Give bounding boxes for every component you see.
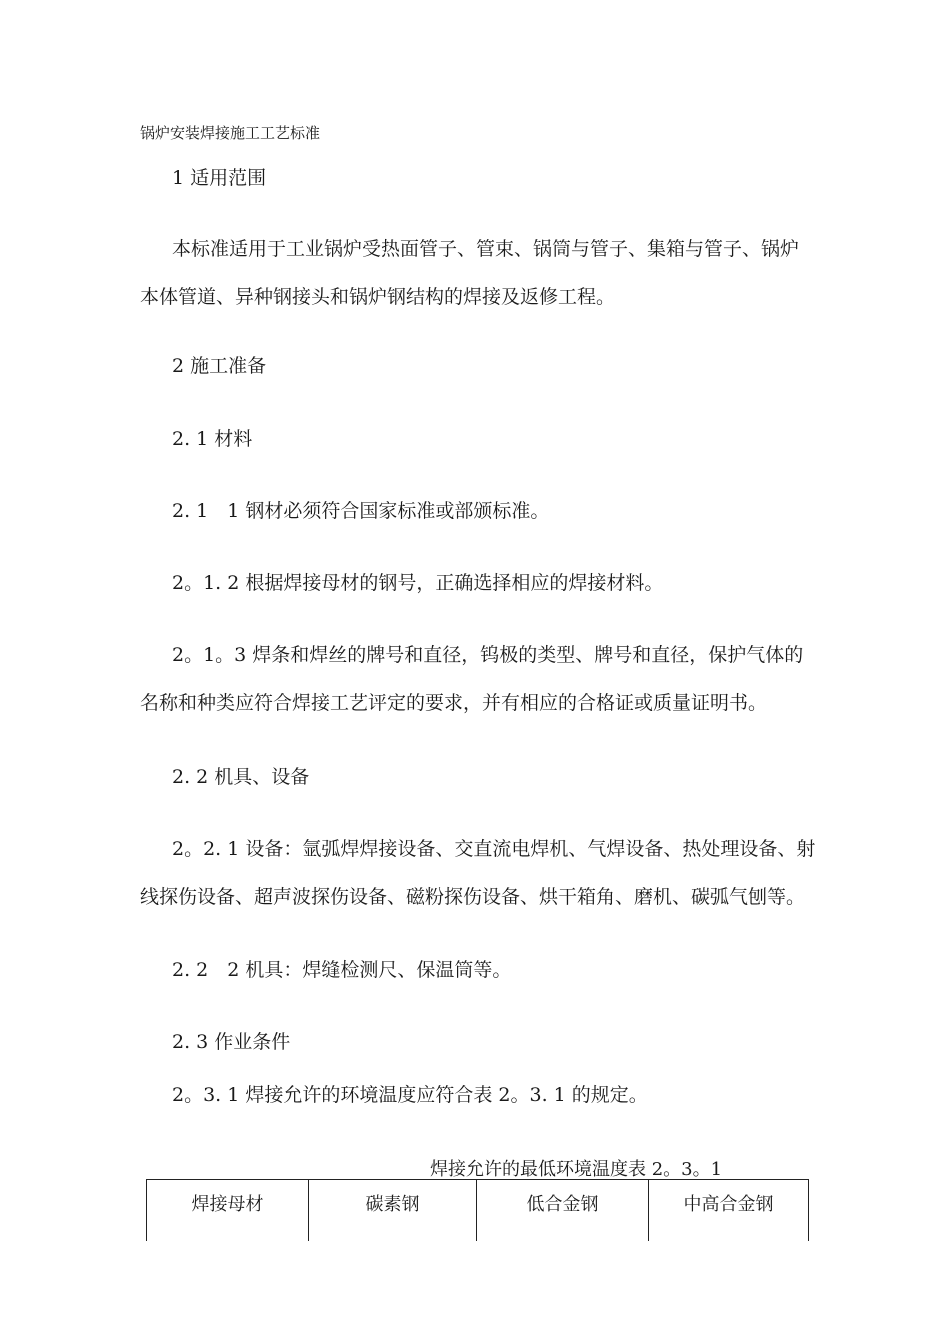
section-2-1-3-line-1: 2。1。3 焊条和焊丝的牌号和直径，钨极的类型、牌号和直径，保护气体的 xyxy=(172,644,804,666)
section-2-1-heading: 2. 1 材料 xyxy=(172,428,253,450)
section-2-2-heading: 2. 2 机具、设备 xyxy=(172,766,310,788)
section-1-paragraph-line-2: 本体管道、异种钢接头和锅炉钢结构的焊接及返修工程。 xyxy=(140,286,616,308)
section-2-2-2: 2. 2 2 机具：焊缝检测尺、保温筒等。 xyxy=(172,959,512,981)
section-2-2-1-line-1: 2。2. 1 设备：氩弧焊焊接设备、交直流电焊机、气焊设备、热处理设备、射 xyxy=(172,838,816,860)
section-2-2-1-line-2: 线探伤设备、超声波探伤设备、磁粉探伤设备、烘干箱角、磨机、碳弧气刨等。 xyxy=(140,886,806,908)
document-title: 锅炉安装焊接施工工艺标准 xyxy=(140,124,321,142)
temperature-table xyxy=(146,1179,809,1241)
section-2-1-2: 2。1. 2 根据焊接母材的钢号，正确选择相应的焊接材料。 xyxy=(172,572,664,594)
table-header-cell: 碳素钢 xyxy=(309,1180,477,1242)
section-2-3-heading: 2. 3 作业条件 xyxy=(172,1031,291,1053)
section-1-paragraph-line-1: 本标准适用于工业锅炉受热面管子、管束、锅筒与管子、集箱与管子、锅炉 xyxy=(172,238,800,260)
table-header-cell: 中高合金钢 xyxy=(649,1180,809,1242)
section-2-1-1: 2. 1 1 钢材必须符合国家标准或部颁标准。 xyxy=(172,500,550,522)
table-caption: 焊接允许的最低环境温度表 2。3。1 xyxy=(430,1159,723,1180)
section-2-heading: 2 施工准备 xyxy=(172,355,267,377)
section-2-3-1: 2。3. 1 焊接允许的环境温度应符合表 2。3. 1 的规定。 xyxy=(172,1084,648,1106)
section-2-1-3-line-2: 名称和种类应符合焊接工艺评定的要求，并有相应的合格证或质量证明书。 xyxy=(140,692,768,714)
table-header-cell: 低合金钢 xyxy=(477,1180,649,1242)
table-header-cell: 焊接母材 xyxy=(147,1180,309,1242)
section-1-heading: 1 适用范围 xyxy=(172,167,267,189)
table-header-row xyxy=(147,1180,809,1242)
